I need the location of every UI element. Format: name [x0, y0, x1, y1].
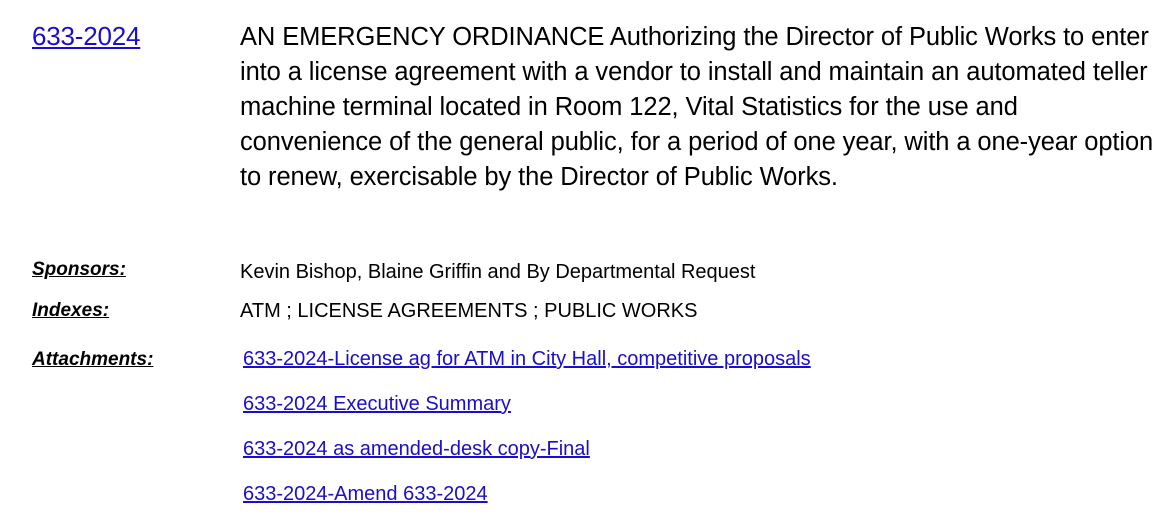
sponsors-value: Kevin Bishop, Blaine Griffin and By Departmental Request — [240, 261, 756, 283]
sponsors-label: Sponsors: — [32, 259, 126, 280]
list-item — [243, 479, 811, 524]
attachments-label: Attachments: — [32, 349, 154, 370]
indexes-value: ATM ; LICENSE AGREEMENTS ; PUBLIC WORKS — [240, 300, 698, 322]
attachment-link[interactable]: 633-2024 as amended-desk copy-Final — [243, 438, 590, 460]
file-number-link[interactable]: 633-2024 — [32, 21, 141, 51]
legislation-title: AN EMERGENCY ORDINANCE Authorizing the Director of Public Works to enter into a license agreement with a vendor to install and maintain an automated teller machine terminal located in Room 122, Vital Statistics for the use and convenience of the general public, for a period of one year, with a one-year option to renew, exercisable by the Director of Public Works. — [240, 23, 1154, 191]
attachments-list — [243, 344, 811, 524]
list-item — [243, 389, 811, 434]
list-item — [243, 344, 811, 389]
attachment-link[interactable]: 633-2024 Executive Summary — [243, 393, 511, 415]
attachment-link[interactable]: 633-2024-Amend 633-2024 — [243, 483, 488, 505]
attachment-link[interactable]: 633-2024-License ag for ATM in City Hall, competitive proposals — [243, 348, 811, 370]
list-item — [243, 434, 811, 479]
indexes-label: Indexes: — [32, 300, 110, 321]
